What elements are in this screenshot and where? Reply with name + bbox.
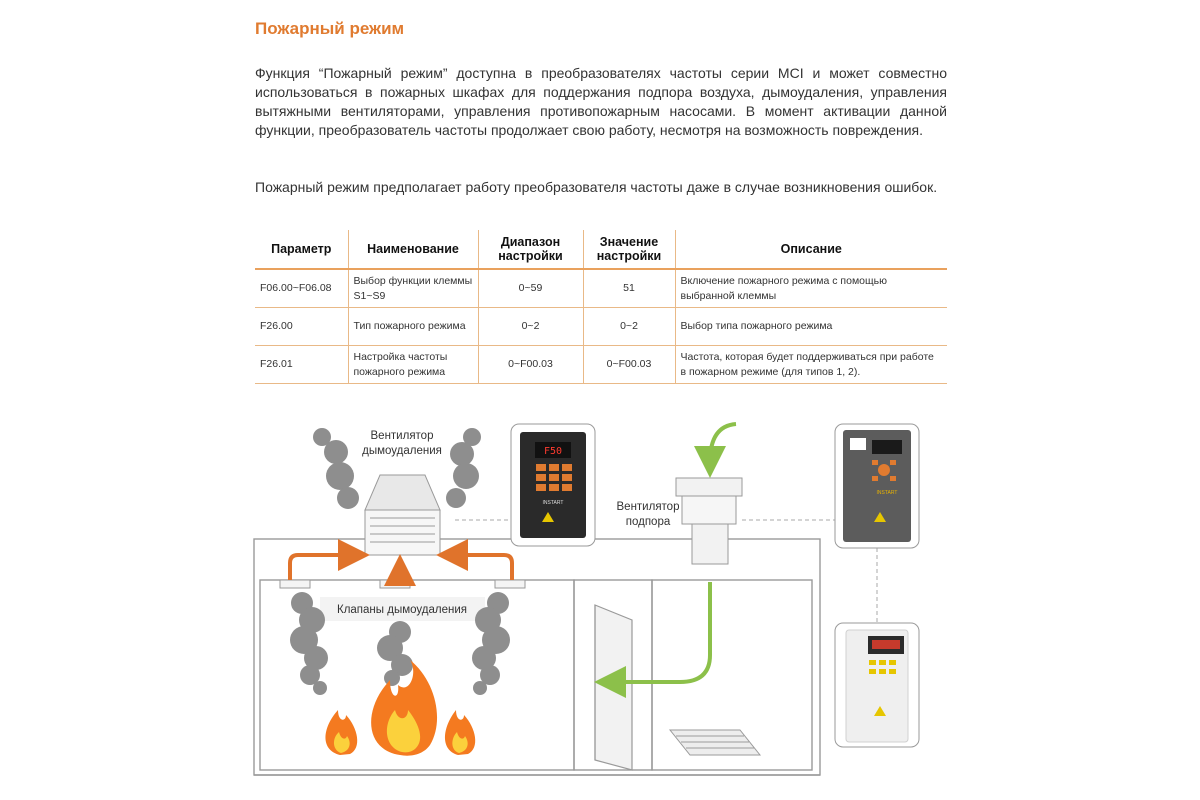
supply-fan-label-line2: подпора <box>625 516 671 528</box>
cell-parameter: F06.00~F06.08 <box>255 269 348 308</box>
table-row <box>255 269 947 308</box>
smoke-valves <box>280 580 525 588</box>
smoke-exhaust-fan-icon <box>365 475 440 555</box>
frequency-converter-1 <box>511 424 595 546</box>
cell-range: 0~2 <box>478 308 583 346</box>
cell-description: Включение пожарного режима с помощью выбранной клеммы <box>675 269 947 308</box>
floor-grille-icon <box>670 730 760 755</box>
cell-description: Выбор типа пожарного режима <box>675 308 947 346</box>
frequency-converter-2 <box>835 424 919 548</box>
table-row <box>255 346 947 384</box>
svg-text:INSTART: INSTART <box>876 490 898 496</box>
note-paragraph: Пожарный режим предполагает работу преобразователя частоты даже в случае возникновения ошибок. <box>255 179 938 195</box>
exhaust-airflow-arrows <box>290 555 512 580</box>
cell-range: 0~59 <box>478 269 583 308</box>
frequency-converter-3 <box>835 623 919 747</box>
smoke-plumes <box>290 428 510 695</box>
cell-name: Настройка частоты пожарного режима <box>348 346 478 384</box>
table-row <box>255 308 947 346</box>
col-header-parameter: Параметр <box>255 230 348 269</box>
cell-range: 0~F00.03 <box>478 346 583 384</box>
cell-value: 0~F00.03 <box>583 346 675 384</box>
device-brand: INSTART <box>542 500 564 506</box>
smoke-fan-label-line2: дымоудаления <box>362 445 442 457</box>
intro-paragraph: Функция “Пожарный режим” доступна в преобразователях частоты серии MCI и может совместно использоваться в пожарных шкафах для поддержания подпора воздуха, дымоудаления, управления вытяжными вентиляторами, управления противопожарным насосами. В момент активации данной функции, преобразователь частоты продолжает свою работу, несмотря на возможность повреждения. <box>255 65 947 138</box>
supply-fan-icon <box>676 478 742 564</box>
cell-name: Тип пожарного режима <box>348 308 478 346</box>
col-header-name: Наименование <box>348 230 478 269</box>
door <box>595 605 632 770</box>
col-header-description: Описание <box>675 230 947 269</box>
page-title: Пожарный режим <box>255 19 405 38</box>
smoke-fan-label-line1: Вентилятор <box>370 430 434 442</box>
cell-value: 0~2 <box>583 308 675 346</box>
cell-name: Выбор функции клеммы S1~S9 <box>348 269 478 308</box>
parameters-table <box>255 230 947 384</box>
display-readout: F50 <box>543 446 563 457</box>
cell-parameter: F26.00 <box>255 308 348 346</box>
fire-mode-diagram <box>240 410 960 795</box>
table-header-row <box>255 230 947 269</box>
cell-parameter: F26.01 <box>255 346 348 384</box>
cell-description: Частота, которая будет поддерживаться при работе в пожарном режиме (для типов 1, 2). <box>675 346 947 384</box>
supply-fan-label-line1: Вентилятор <box>616 501 680 513</box>
valves-label: Клапаны дымоудаления <box>337 604 467 616</box>
cell-value: 51 <box>583 269 675 308</box>
col-header-value: Значение настройки <box>583 230 675 269</box>
col-header-range: Диапазон настройки <box>478 230 583 269</box>
